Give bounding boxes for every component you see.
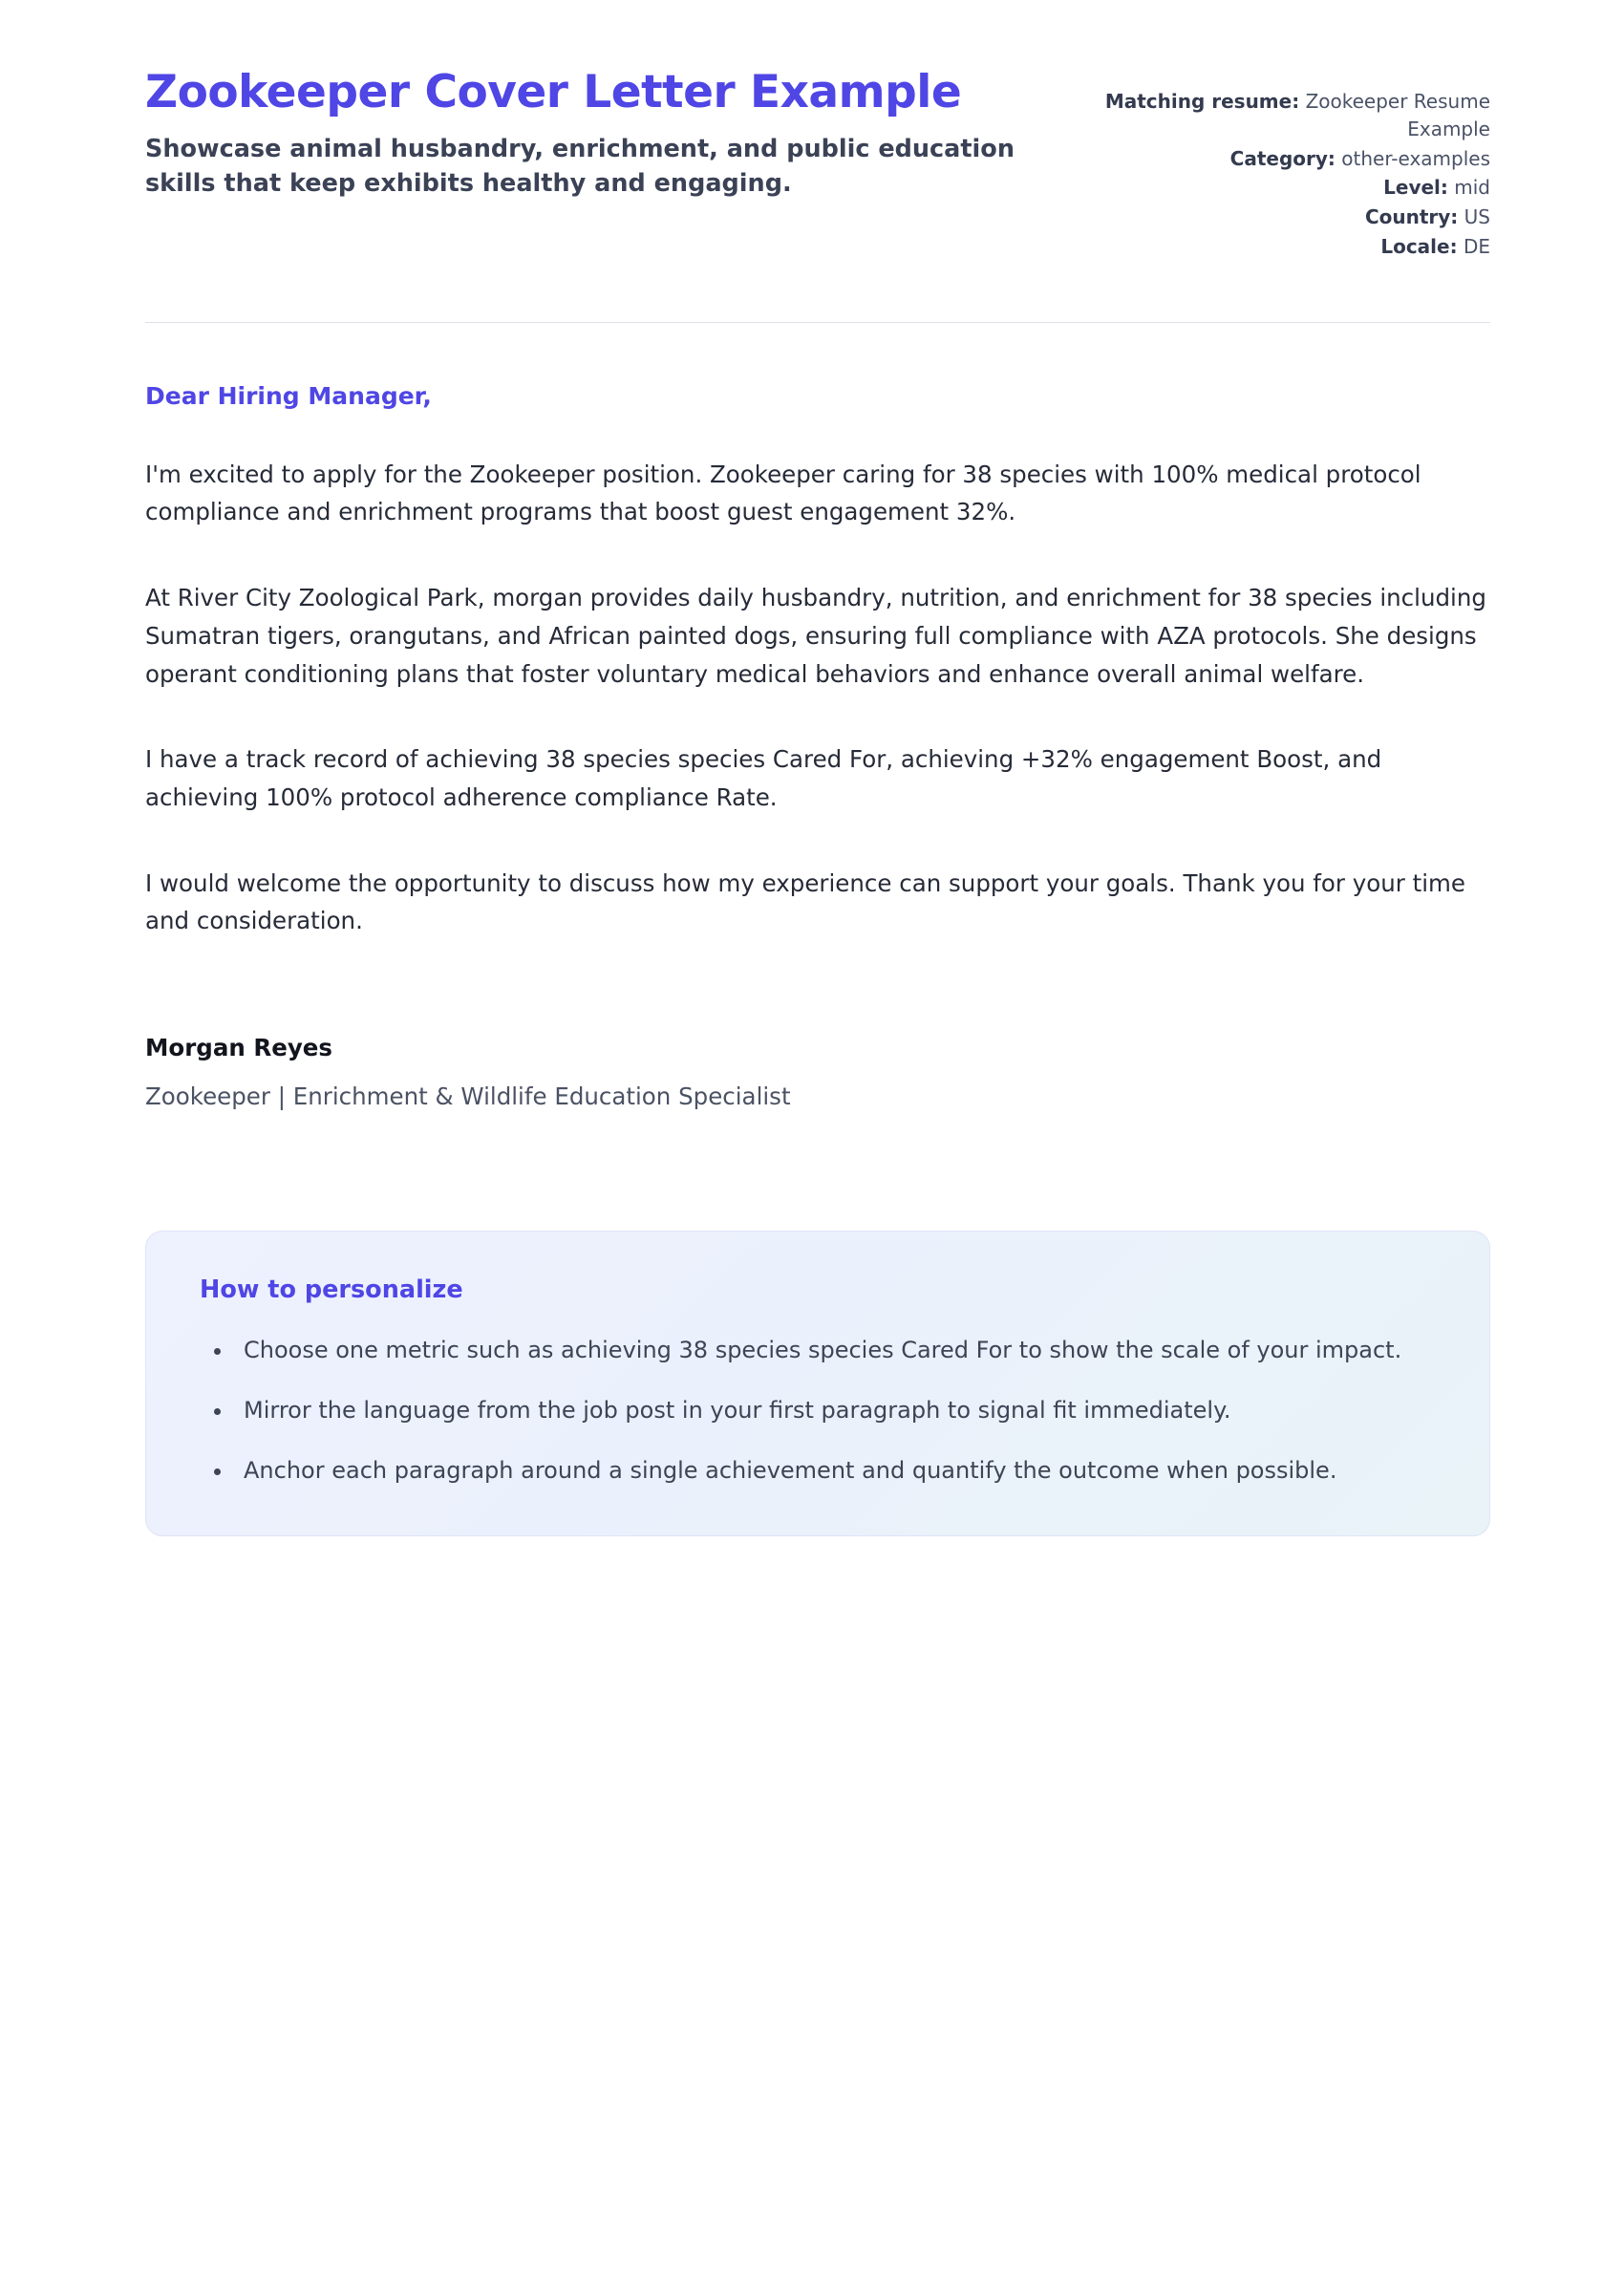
signature-role: Zookeeper | Enrichment & Wildlife Education Specialist — [145, 1082, 791, 1110]
meta-level-value: mid — [1454, 176, 1490, 200]
page-title: Zookeeper Cover Letter Example — [145, 66, 962, 118]
meta-country-label: Country: — [1364, 205, 1459, 229]
list-item: • Choose one metric such as achieving 38 species species Cared For to show the scale of your impact. — [234, 1333, 1436, 1368]
letter-paragraph-4: I would welcome the opportunity to discuss how my experience can support your goals. Thank you for your time and consideration. — [145, 868, 1465, 935]
meta-matching-resume-label: Matching resume: — [1104, 90, 1300, 113]
letter-paragraph-3: I have a track record of achieving 38 species species Cared For, achieving +32% engagement Boost, and achieving 100% protocol adherence compliance Rate. — [145, 745, 1382, 811]
meta-country — [1065, 204, 1490, 231]
meta-locale — [1065, 233, 1490, 261]
letter-salutation: Dear Hiring Manager, — [145, 381, 432, 410]
letter-body — [145, 323, 1490, 1110]
meta-level-label: Level: — [1383, 176, 1448, 200]
callout-list — [200, 1333, 1436, 1489]
document-metadata — [1065, 67, 1490, 263]
meta-category-value: other-examples — [1341, 146, 1490, 170]
meta-level — [1065, 174, 1490, 202]
meta-matching-resume-value: Zookeeper Resume Example — [1305, 90, 1490, 140]
letter-signature — [145, 1034, 1490, 1110]
callout-title: How to personalize — [200, 1275, 463, 1304]
list-item: • Mirror the language from the job post in your first paragraph to signal fit immediately. — [234, 1393, 1436, 1428]
meta-category — [1065, 145, 1490, 173]
meta-locale-label: Locale: — [1380, 234, 1458, 258]
document-header — [145, 67, 1490, 263]
letter-paragraph-1: I'm excited to apply for the Zookeeper position. Zookeeper caring for 38 species with 100% medical protocol compliance and enrichment programs that boost guest engagement 32%. — [145, 460, 1421, 526]
meta-country-value: US — [1464, 205, 1490, 229]
meta-category-label: Category: — [1229, 146, 1336, 170]
page-subtitle: Showcase animal husbandry, enrichment, and public education skills that keep exhibits healthy and engaging. — [145, 134, 1015, 198]
list-item: • Anchor each paragraph around a single achievement and quantify the outcome when possible. — [234, 1453, 1436, 1489]
letter-paragraph-2: At River City Zoological Park, morgan provides daily husbandry, nutrition, and enrichment for 38 species including Sumatran tigers, orangutans, and African painted dogs, ensuring full compliance with AZA protocols. She designs operant conditioning plans that foster voluntary medical behaviors and enhance overall animal welfare. — [145, 584, 1486, 688]
how-to-personalize-callout — [145, 1231, 1490, 1536]
header-text-block — [145, 67, 1027, 201]
meta-matching-resume — [1065, 88, 1490, 143]
meta-locale-value: DE — [1463, 234, 1490, 258]
signature-name: Morgan Reyes — [145, 1033, 332, 1061]
